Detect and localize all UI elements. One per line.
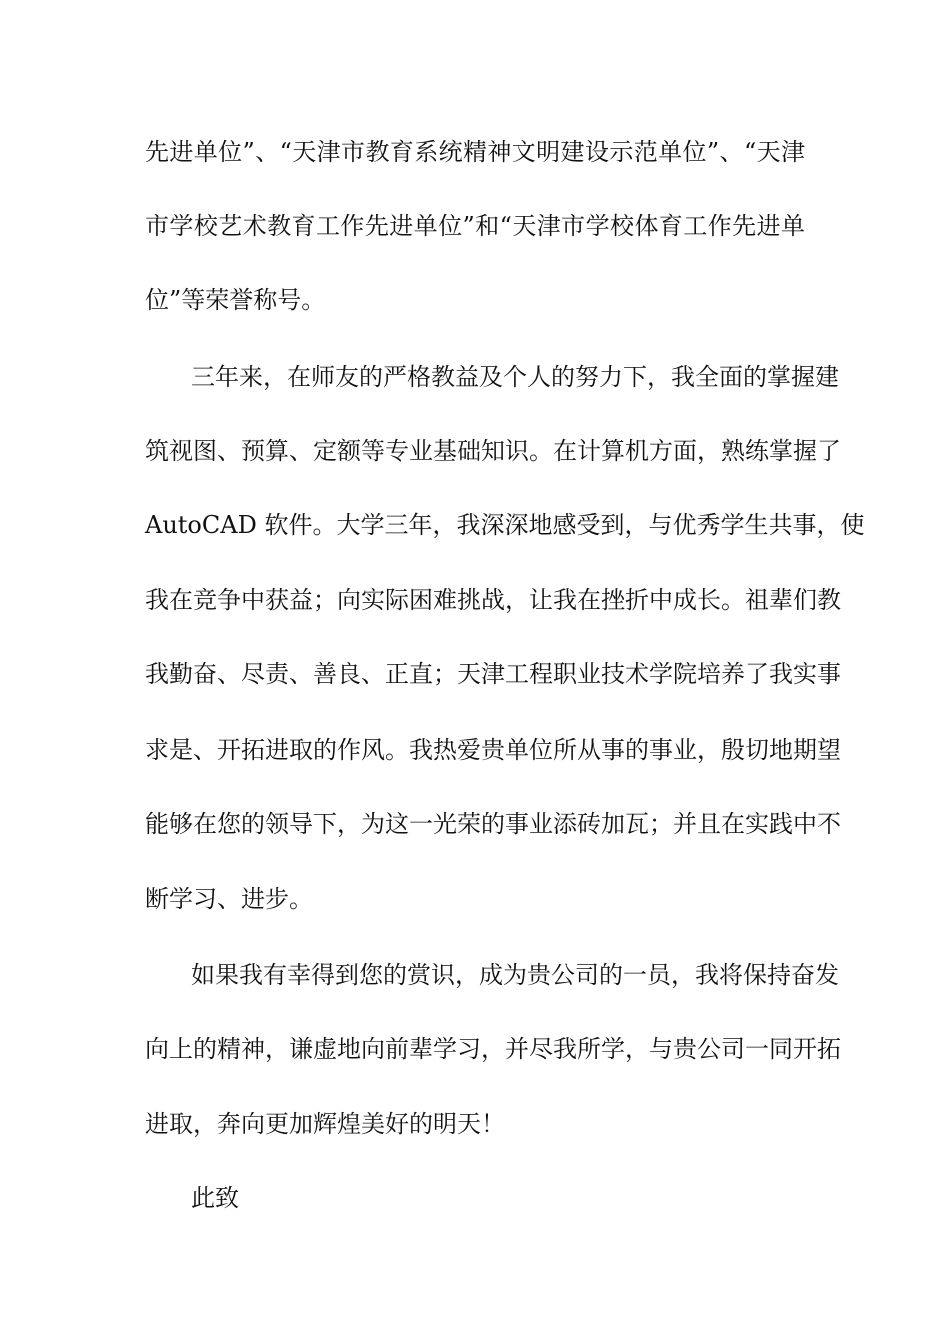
- paragraph-2-line-8: 断学习、进步。: [145, 885, 313, 913]
- closing-salutation: 此致: [191, 1184, 239, 1212]
- paragraph-2-line-2: 筑视图、预算、定额等专业基础知识。在计算机方面，熟练掌握了: [145, 437, 841, 465]
- paragraph-3-line-2: 向上的精神，谦虚地向前辈学习，并尽我所学，与贵公司一同开拓: [145, 1035, 841, 1063]
- paragraph-2-line-1: 三年来，在师友的严格教益及个人的努力下，我全面的掌握建: [191, 363, 839, 391]
- paragraph-2-line-3: AutoCAD 软件。大学三年，我深深地感受到，与优秀学生共事，使: [145, 511, 865, 539]
- paragraph-2-line-4: 我在竞争中获益；向实际困难挑战，让我在挫折中成长。祖辈们教: [145, 586, 841, 614]
- paragraph-3-line-3: 进取，奔向更加辉煌美好的明天！: [145, 1110, 505, 1138]
- paragraph-1-line-1: 先进单位”、“天津市教育系统精神文明建设示范单位”、“天津: [145, 138, 805, 166]
- paragraph-2-line-7: 能够在您的领导下，为这一光荣的事业添砖加瓦；并且在实践中不: [145, 810, 841, 838]
- paragraph-1-line-2: 市学校艺术教育工作先进单位”和“天津市学校体育工作先进单: [145, 212, 805, 240]
- paragraph-3-line-1: 如果我有幸得到您的赏识，成为贵公司的一员，我将保持奋发: [191, 961, 839, 989]
- paragraph-2-line-5: 我勤奋、尽责、善良、正直；天津工程职业技术学院培养了我实事: [145, 660, 841, 688]
- paragraph-1-line-3: 位”等荣誉称号。: [145, 286, 326, 314]
- paragraph-2-line-6: 求是、开拓进取的作风。我热爱贵单位所从事的事业，殷切地期望: [145, 736, 841, 764]
